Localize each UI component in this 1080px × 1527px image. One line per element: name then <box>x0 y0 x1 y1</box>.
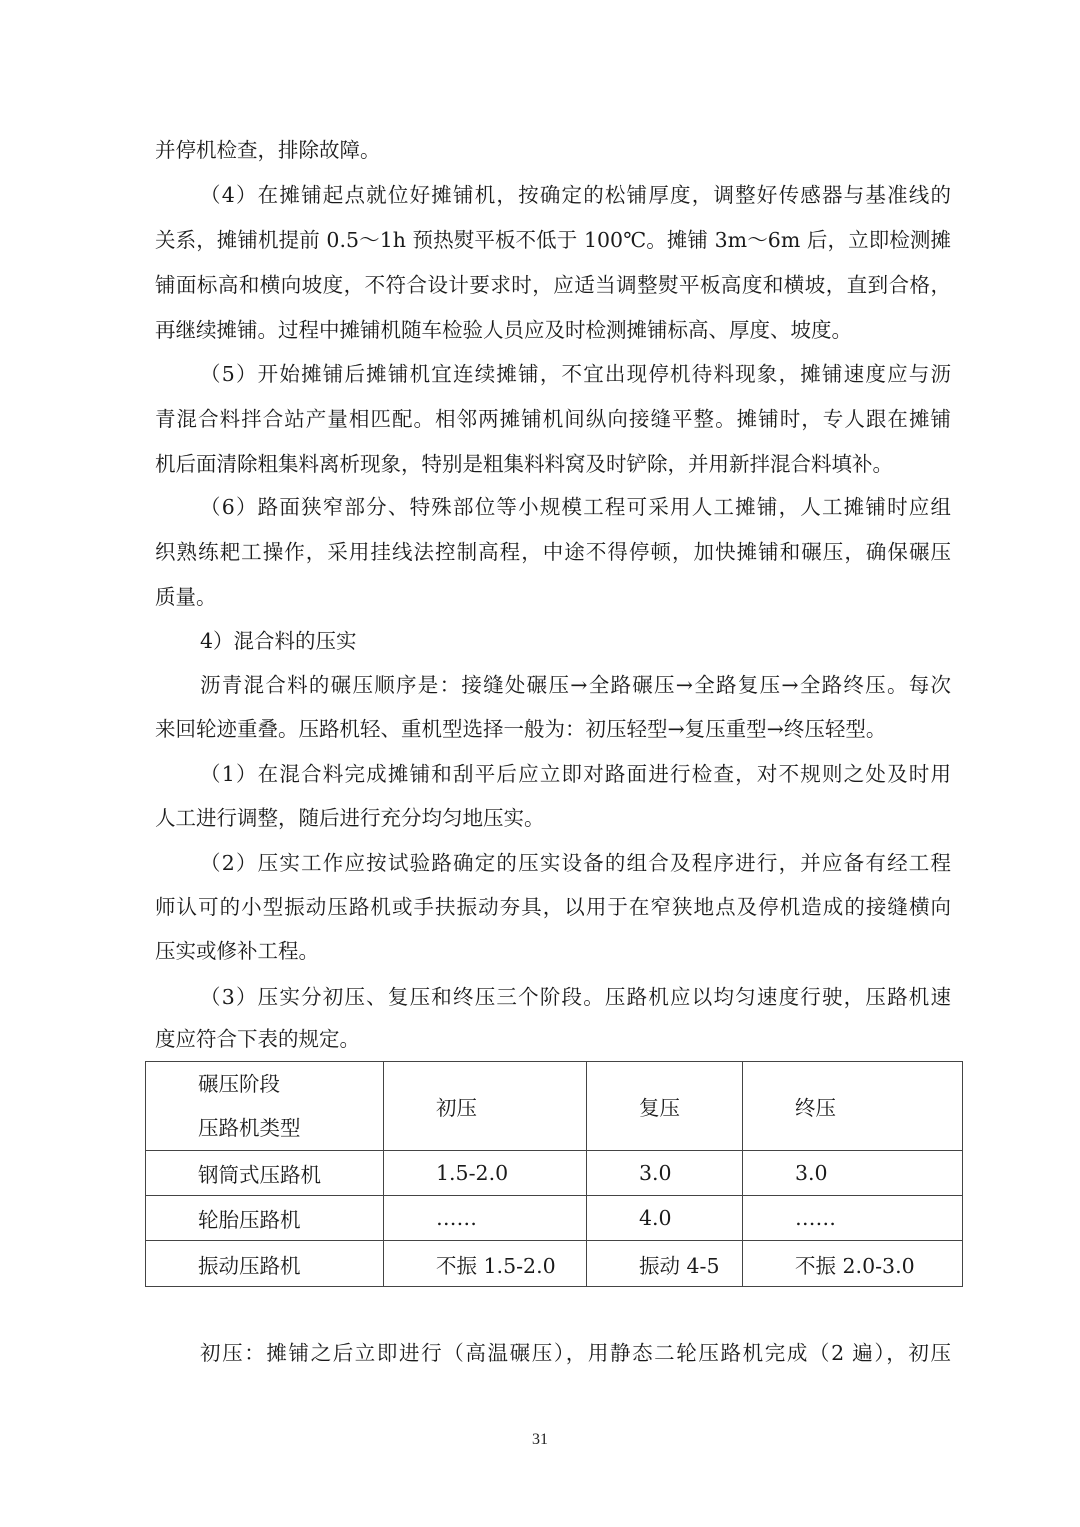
table-row-label: 轮胎压路机 <box>146 1196 384 1241</box>
page-number: 31 <box>532 1431 548 1448</box>
paragraph-line: （3）压实分初压、复压和终压三个阶段。压路机应以均匀速度行驶，压路机速 <box>200 985 951 1009</box>
paragraph-line: 初压：摊铺之后立即进行（高温碾压），用静态二轮压路机完成（2 遍），初压 <box>200 1341 951 1365</box>
paragraph-line: （6）路面狭窄部分、特殊部位等小规模工程可采用人工摊铺，人工摊铺时应组 <box>200 495 951 519</box>
paragraph-line: 人工进行调整，随后进行充分均匀地压实。 <box>155 806 545 830</box>
table-row <box>146 1241 963 1287</box>
paragraph-line: 度应符合下表的规定。 <box>155 1027 360 1051</box>
table-cell: 3.0 <box>743 1151 963 1196</box>
table-header-cell: 终压 <box>743 1062 963 1151</box>
paragraph-line: 压实或修补工程。 <box>155 939 319 963</box>
paragraph-line: 织熟练耙工操作，采用挂线法控制高程，中途不得停顿，加快摊铺和碾压，确保碾压 <box>155 540 951 564</box>
table-cell: …… <box>743 1196 963 1241</box>
table-header-cell: 复压 <box>587 1062 743 1151</box>
paragraph-line: 师认可的小型振动压路机或手扶振动夯具，以用于在窄狭地点及停机造成的接缝横向 <box>155 895 951 919</box>
paragraph-line: 铺面标高和横向坡度，不符合设计要求时，应适当调整熨平板高度和横坡，直到合格， <box>155 273 951 297</box>
table-row <box>146 1196 963 1241</box>
table-header-cell: 初压 <box>384 1062 587 1151</box>
table-cell: 3.0 <box>587 1151 743 1196</box>
table-cell: 4.0 <box>587 1196 743 1241</box>
section-heading: 4）混合料的压实 <box>200 629 357 653</box>
paragraph-line: （5）开始摊铺后摊铺机宜连续摊铺，不宜出现停机待料现象，摊铺速度应与沥 <box>200 362 951 386</box>
roller-speed-table <box>145 1061 963 1287</box>
paragraph-line: （2）压实工作应按试验路确定的压实设备的组合及程序进行，并应备有经工程 <box>200 851 951 875</box>
paragraph-line: 青混合料拌合站产量相匹配。相邻两摊铺机间纵向接缝平整。摊铺时，专人跟在摊铺 <box>155 407 951 431</box>
header-roller-type-label: 压路机类型 <box>198 1116 301 1140</box>
table-cell: 不振 1.5-2.0 <box>384 1241 587 1287</box>
table-row-label: 钢筒式压路机 <box>146 1151 384 1196</box>
table-cell: 振动 4-5 <box>587 1241 743 1287</box>
table-header-row <box>146 1062 963 1151</box>
table-header-diagonal-cell <box>146 1062 384 1151</box>
paragraph-line: 关系，摊铺机提前 0.5～1h 预热熨平板不低于 100℃。摊铺 3m～6m 后，立即检测摊 <box>155 228 951 252</box>
paragraph-line: （1）在混合料完成摊铺和刮平后应立即对路面进行检查，对不规则之处及时用 <box>200 762 951 786</box>
table-cell: 1.5-2.0 <box>384 1151 587 1196</box>
header-stage-label: 碾压阶段 <box>198 1072 280 1096</box>
table-cell: …… <box>384 1196 587 1241</box>
paragraph-line: 质量。 <box>155 585 217 609</box>
paragraph-line: 再继续摊铺。过程中摊铺机随车检验人员应及时检测摊铺标高、厚度、坡度。 <box>155 318 852 342</box>
paragraph-line: （4）在摊铺起点就位好摊铺机，按确定的松铺厚度，调整好传感器与基准线的 <box>200 183 951 207</box>
table-row-label: 振动压路机 <box>146 1241 384 1287</box>
table-cell: 不振 2.0-3.0 <box>743 1241 963 1287</box>
paragraph-line: 并停机检查，排除故障。 <box>155 138 381 162</box>
paragraph-line: 沥青混合料的碾压顺序是：接缝处碾压→全路碾压→全路复压→全路终压。每次 <box>200 673 951 697</box>
paragraph-line: 机后面清除粗集料离析现象，特别是粗集料料窝及时铲除，并用新拌混合料填补。 <box>155 452 893 476</box>
paragraph-line: 来回轮迹重叠。压路机轻、重机型选择一般为：初压轻型→复压重型→终压轻型。 <box>155 717 887 741</box>
table-row <box>146 1151 963 1196</box>
